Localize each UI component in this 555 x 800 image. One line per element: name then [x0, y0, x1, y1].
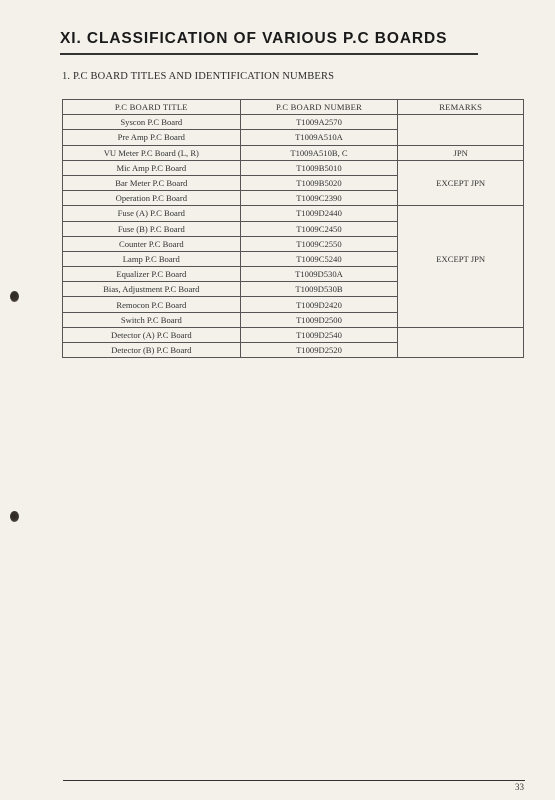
cell-number: T1009D2520 [240, 343, 398, 358]
table-row [63, 221, 524, 236]
cell-title: VU Meter P.C Board (L, R) [63, 145, 241, 160]
cell-remarks [398, 115, 524, 130]
cell-number: T1009C5240 [240, 251, 398, 266]
binder-hole-upper [10, 291, 19, 302]
cell-title: Syscon P.C Board [63, 115, 241, 130]
cell-number: T1009D2440 [240, 206, 398, 221]
cell-remarks [398, 343, 524, 358]
cell-remarks [398, 312, 524, 327]
table-row [63, 145, 524, 160]
cell-remarks [398, 160, 524, 175]
chapter-header [60, 30, 478, 55]
chapter-title: XI. CLASSIFICATION OF VARIOUS P.C BOARDS [60, 30, 448, 47]
table-row [63, 297, 524, 312]
cell-title: Pre Amp P.C Board [63, 130, 241, 145]
cell-title: Fuse (B) P.C Board [63, 221, 241, 236]
table-row [63, 175, 524, 190]
cell-remarks [398, 236, 524, 251]
cell-number: T1009A510B, C [240, 145, 398, 160]
table-row [63, 312, 524, 327]
table-row [63, 206, 524, 221]
cell-number: T1009C2550 [240, 236, 398, 251]
cell-title: Detector (A) P.C Board [63, 327, 241, 342]
table-row [63, 327, 524, 342]
cell-title: Operation P.C Board [63, 191, 241, 206]
cell-number: T1009A2570 [240, 115, 398, 130]
cell-title: Equalizer P.C Board [63, 267, 241, 282]
cell-remarks [398, 206, 524, 221]
section-heading: 1. P.C BOARD TITLES AND IDENTIFICATION NUMBERS [62, 71, 335, 82]
cell-remarks: JPN [398, 145, 524, 160]
cell-remarks [398, 297, 524, 312]
cell-title: Counter P.C Board [63, 236, 241, 251]
cell-title: Bar Meter P.C Board [63, 175, 241, 190]
column-header-remarks: REMARKS [398, 100, 524, 115]
table-row [63, 130, 524, 145]
cell-title: Lamp P.C Board [63, 251, 241, 266]
table-row [63, 282, 524, 297]
cell-remarks [398, 327, 524, 342]
cell-number: T1009D530A [240, 267, 398, 282]
cell-title: Fuse (A) P.C Board [63, 206, 241, 221]
cell-number: T1009C2450 [240, 221, 398, 236]
cell-number: T1009B5010 [240, 160, 398, 175]
table-row [63, 115, 524, 130]
table-row [63, 191, 524, 206]
cell-title: Mic Amp P.C Board [63, 160, 241, 175]
cell-number: T1009D530B [240, 282, 398, 297]
cell-number: T1009D2540 [240, 327, 398, 342]
cell-remarks: EXCEPT JPN [398, 251, 524, 266]
cell-number: T1009C2390 [240, 191, 398, 206]
cell-number: T1009D2500 [240, 312, 398, 327]
pc-board-table [62, 99, 524, 358]
cell-number: T1009D2420 [240, 297, 398, 312]
cell-remarks [398, 130, 524, 145]
table-header-row [63, 100, 524, 115]
cell-remarks [398, 191, 524, 206]
table-row [63, 343, 524, 358]
cell-remarks: EXCEPT JPN [398, 175, 524, 190]
table-row [63, 236, 524, 251]
column-header-title: P.C BOARD TITLE [63, 100, 241, 115]
cell-number: T1009B5020 [240, 175, 398, 190]
cell-title: Switch P.C Board [63, 312, 241, 327]
cell-number: T1009A510A [240, 130, 398, 145]
header-rule [60, 53, 478, 55]
table-row [63, 267, 524, 282]
cell-title: Bias, Adjustment P.C Board [63, 282, 241, 297]
footer-rule [63, 780, 525, 781]
cell-remarks [398, 221, 524, 236]
cell-title: Remocon P.C Board [63, 297, 241, 312]
table-row [63, 251, 524, 266]
cell-remarks [398, 267, 524, 282]
table-row [63, 160, 524, 175]
binder-hole-lower [10, 511, 19, 522]
cell-title: Detector (B) P.C Board [63, 343, 241, 358]
cell-remarks [398, 282, 524, 297]
column-header-number: P.C BOARD NUMBER [240, 100, 398, 115]
page-number: 33 [515, 782, 524, 792]
